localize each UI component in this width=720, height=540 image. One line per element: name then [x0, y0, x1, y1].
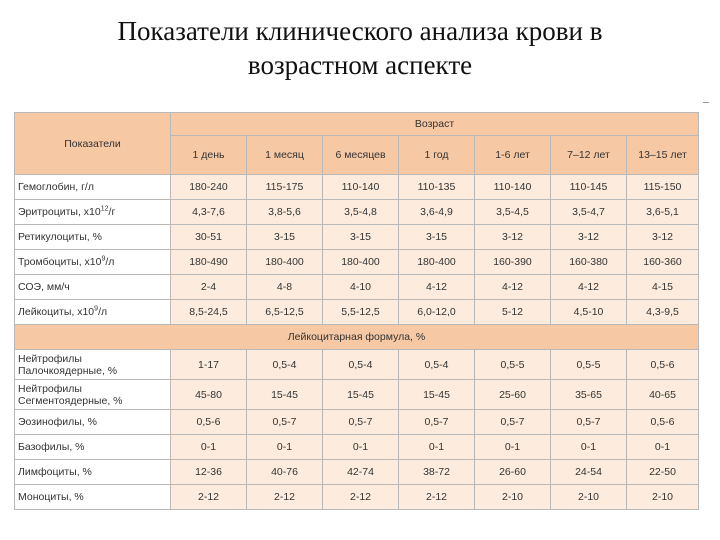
value-cell: 2-12: [399, 485, 475, 510]
value-cell: 110-140: [475, 175, 551, 200]
value-cell: 2-4: [171, 275, 247, 300]
value-cell: 15-45: [323, 380, 399, 410]
value-cell: 2-10: [551, 485, 627, 510]
leukocyte-formula-band: [15, 325, 699, 350]
indicator-label-unit: /л: [105, 256, 115, 268]
value-cell: 5,5-12,5: [323, 300, 399, 325]
indicator-header: Показатели: [15, 113, 171, 175]
value-cell: 4-8: [247, 275, 323, 300]
value-cell: 2-10: [475, 485, 551, 510]
value-cell: 2-10: [627, 485, 699, 510]
page-title: [0, 14, 720, 82]
value-cell: 3-15: [399, 225, 475, 250]
value-cell: 0,5-7: [399, 410, 475, 435]
age-header: Возраст: [171, 113, 699, 136]
value-cell: 24-54: [551, 460, 627, 485]
age-group-header: 6 месяцев: [323, 136, 399, 175]
value-cell: 40-76: [247, 460, 323, 485]
age-group-header: 1 месяц: [247, 136, 323, 175]
value-cell: 3-12: [475, 225, 551, 250]
value-cell: 30-51: [171, 225, 247, 250]
indicator-label-text: Гемоглобин, г/л: [18, 181, 94, 193]
indicator-label-unit: /г: [108, 206, 116, 218]
age-group-header: 1-6 лет: [475, 136, 551, 175]
value-cell: 0-1: [475, 435, 551, 460]
indicator-label: [15, 485, 171, 510]
age-group-header: 1 день: [171, 136, 247, 175]
value-cell: 38-72: [399, 460, 475, 485]
table-row: [15, 300, 699, 325]
indicator-label-text: Моноциты, %: [18, 491, 84, 503]
value-cell: 0-1: [551, 435, 627, 460]
value-cell: 12-36: [171, 460, 247, 485]
value-cell: 110-140: [323, 175, 399, 200]
value-cell: 3-15: [247, 225, 323, 250]
value-cell: 3,5-4,7: [551, 200, 627, 225]
table-row: [15, 225, 699, 250]
table-row: [15, 275, 699, 300]
value-cell: 35-65: [551, 380, 627, 410]
value-cell: 4-12: [475, 275, 551, 300]
indicator-label-text: Тромбоциты, x10: [18, 256, 102, 268]
value-cell: 3,5-4,8: [323, 200, 399, 225]
table-row: [15, 485, 699, 510]
age-group-header: 7–12 лет: [551, 136, 627, 175]
value-cell: 160-380: [551, 250, 627, 275]
value-cell: 4-12: [399, 275, 475, 300]
value-cell: 4-15: [627, 275, 699, 300]
value-cell: 2-12: [323, 485, 399, 510]
value-cell: 6,0-12,0: [399, 300, 475, 325]
table-row: [15, 460, 699, 485]
indicator-label: [15, 250, 171, 275]
value-cell: 1-17: [171, 350, 247, 380]
table-row: [15, 200, 699, 225]
value-cell: 4,5-10: [551, 300, 627, 325]
decorative-tick: [703, 102, 709, 103]
value-cell: 8,5-24,5: [171, 300, 247, 325]
indicator-label-exponent: 9: [101, 255, 106, 263]
value-cell: 180-400: [247, 250, 323, 275]
value-cell: 160-360: [627, 250, 699, 275]
indicator-label-text: Нейтрофилы Палочкоядерные, %: [18, 352, 118, 377]
indicator-label: [15, 410, 171, 435]
indicator-label-text: Базофилы, %: [18, 441, 85, 453]
indicator-label: [15, 460, 171, 485]
value-cell: 45-80: [171, 380, 247, 410]
value-cell: 4-12: [551, 275, 627, 300]
value-cell: 0-1: [627, 435, 699, 460]
table-row: [15, 410, 699, 435]
value-cell: 3-15: [323, 225, 399, 250]
value-cell: 110-145: [551, 175, 627, 200]
value-cell: 25-60: [475, 380, 551, 410]
value-cell: 5-12: [475, 300, 551, 325]
value-cell: 160-390: [475, 250, 551, 275]
value-cell: 2-12: [247, 485, 323, 510]
value-cell: 0,5-6: [171, 410, 247, 435]
indicator-label-exponent: 12: [100, 205, 109, 213]
indicator-label-text: Эритроциты, x10: [18, 206, 101, 218]
title-line-1: Показатели клинического анализа крови в: [117, 16, 603, 46]
indicator-label: [15, 225, 171, 250]
value-cell: 3,8-5,6: [247, 200, 323, 225]
value-cell: 3-12: [551, 225, 627, 250]
value-cell: 115-175: [247, 175, 323, 200]
value-cell: 6,5-12,5: [247, 300, 323, 325]
value-cell: 0-1: [247, 435, 323, 460]
table-body: [15, 175, 699, 510]
value-cell: 0,5-4: [247, 350, 323, 380]
header-row-age: [15, 113, 699, 136]
indicator-label-text: Эозинофилы, %: [18, 416, 97, 428]
value-cell: 2-12: [171, 485, 247, 510]
value-cell: 0,5-7: [551, 410, 627, 435]
value-cell: 0-1: [323, 435, 399, 460]
value-cell: 15-45: [247, 380, 323, 410]
leukocyte-formula-label: Лейкоцитарная формула, %: [15, 325, 699, 350]
value-cell: 0,5-6: [627, 410, 699, 435]
indicator-label-text: Лейкоциты, x10: [18, 306, 95, 318]
value-cell: 0,5-7: [247, 410, 323, 435]
value-cell: 4,3-7,6: [171, 200, 247, 225]
value-cell: 0,5-7: [323, 410, 399, 435]
value-cell: 40-65: [627, 380, 699, 410]
value-cell: 22-50: [627, 460, 699, 485]
value-cell: 0-1: [399, 435, 475, 460]
table-row: [15, 435, 699, 460]
value-cell: 26-60: [475, 460, 551, 485]
value-cell: 0,5-6: [627, 350, 699, 380]
value-cell: 3-12: [627, 225, 699, 250]
indicator-label-text: Нейтрофилы Сегментоядерные, %: [18, 382, 123, 407]
indicator-label: [15, 200, 171, 225]
value-cell: 0,5-4: [399, 350, 475, 380]
value-cell: 3,5-4,5: [475, 200, 551, 225]
indicator-label-unit: /л: [98, 306, 108, 318]
blood-analysis-table: [14, 112, 699, 510]
indicator-label: [15, 380, 171, 410]
value-cell: 4,3-9,5: [627, 300, 699, 325]
table-row: [15, 250, 699, 275]
age-group-header: 13–15 лет: [627, 136, 699, 175]
age-group-header: 1 год: [399, 136, 475, 175]
indicator-label: [15, 350, 171, 380]
blood-analysis-table-wrapper: [14, 112, 698, 510]
value-cell: 0,5-7: [475, 410, 551, 435]
value-cell: 180-400: [323, 250, 399, 275]
value-cell: 115-150: [627, 175, 699, 200]
value-cell: 3,6-4,9: [399, 200, 475, 225]
value-cell: 0-1: [171, 435, 247, 460]
title-line-2: возрастном аспекте: [247, 50, 473, 80]
table-row: [15, 175, 699, 200]
value-cell: 180-400: [399, 250, 475, 275]
indicator-label-text: СОЭ, мм/ч: [18, 281, 70, 293]
indicator-label-text: Лимфоциты, %: [18, 466, 92, 478]
value-cell: 180-240: [171, 175, 247, 200]
value-cell: 42-74: [323, 460, 399, 485]
value-cell: 0,5-5: [475, 350, 551, 380]
value-cell: 180-490: [171, 250, 247, 275]
indicator-label: [15, 275, 171, 300]
indicator-label: [15, 300, 171, 325]
value-cell: 4-10: [323, 275, 399, 300]
table-row: [15, 350, 699, 380]
table-row: [15, 380, 699, 410]
indicator-label-exponent: 9: [94, 305, 99, 313]
value-cell: 3,6-5,1: [627, 200, 699, 225]
indicator-label: [15, 435, 171, 460]
value-cell: 110-135: [399, 175, 475, 200]
value-cell: 0,5-4: [323, 350, 399, 380]
indicator-label-text: Ретикулоциты, %: [18, 231, 102, 243]
indicator-label: [15, 175, 171, 200]
value-cell: 0,5-5: [551, 350, 627, 380]
value-cell: 15-45: [399, 380, 475, 410]
